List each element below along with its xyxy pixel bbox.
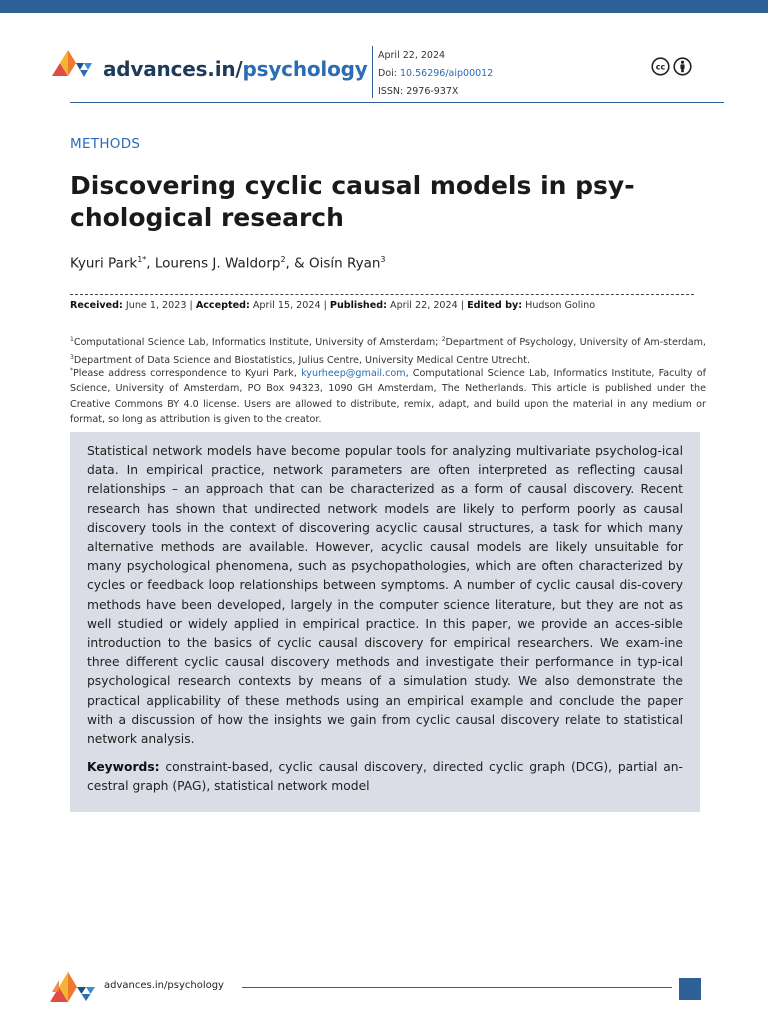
header-divider (372, 46, 373, 98)
header-rule (70, 102, 724, 103)
author-mark: 1* (137, 255, 147, 264)
correspondence-mark: * (70, 367, 73, 374)
received-date: June 1, 2023 (125, 300, 187, 311)
page-marker (679, 978, 701, 1000)
published-date: April 22, 2024 (390, 300, 458, 311)
correspondence-text: Please address correspondence to Kyuri Park, (73, 368, 302, 380)
author-list (70, 255, 386, 272)
keywords-list: constraint-based, cyclic causal discovery, directed cyclic graph (DCG), partial an-cestral graph (PAG), statistical network model (87, 760, 683, 794)
svg-text:cc: cc (655, 62, 666, 72)
accepted-label: Accepted: (195, 300, 250, 311)
cc-icon (651, 57, 670, 76)
correspondence-text: , Computational Science Lab, Informatics Institute, Faculty of Science, University of Amsterdam, PO Box 94323, 1090 GH Amsterdam, The Netherlands. This article is published under the Creative Commons BY 4.0 license. Users are allowed to distribute, remix, adapt, and build upon the material in any medium or format, so long as attribution is given to the creator. (70, 368, 706, 425)
brand-prefix: advances.in/ (103, 57, 243, 81)
affiliation-text: Computational Science Lab, Informatics Institute, University of Amsterdam; (73, 337, 442, 349)
footer-url[interactable]: advances.in/psychology (104, 980, 224, 991)
journal-brand[interactable] (103, 57, 368, 81)
author-mark: 2 (280, 255, 286, 264)
footer-logo-icon (48, 970, 100, 1006)
dates-divider (70, 294, 694, 295)
affiliation-mark: 2 (441, 336, 446, 343)
article-dates: Received: June 1, 2023 | Accepted: April 15, 2024 | Published: April 22, 2024 | Edited by: Hudson Golino (70, 300, 596, 311)
author-name[interactable]: Oisín Ryan (308, 255, 381, 272)
license-icons (651, 57, 692, 76)
footer-rule (242, 987, 672, 988)
keywords-label: Keywords: (87, 760, 160, 775)
journal-logo-icon (50, 50, 98, 82)
affiliation-mark: 1 (70, 336, 74, 343)
doi-label: Doi: (378, 68, 397, 79)
abstract-text: Statistical network models have become popular tools for analyzing multivariate psycholog-ical data. In empirical practice, network parameters are often interpreted as reflecting causal relationships – an approach that can be characterized as a form of causal discovery. Recent research has shown that undirected network models are likely to perform poorly as causal discovery tools in the context of discovering acyclic causal structures, a task for which many alternative methods are available. However, acyclic causal models are likely unsuitable for many psychological phenomena, such as psychopathologies, which are often characterized by cycles or feedback loop relationships between symptoms. A number of cyclic causal dis-covery methods have been developed, largely in the computer science literature, but they are not as well studied or widely applied in empirical practice. In this paper, we provide an acces-sible introduction to the basics of cyclic causal discovery for empirical researchers. We exam-ine three different cyclic causal discovery methods and investigate their performance in typ-ical psychological research contexts by means of a simulation study. We also demonstrate the practical applicability of these methods using an empirical example and conclude the paper with a discussion of how the insights we gain from cyclic causal discovery relate to statistical network analysis. (87, 444, 683, 747)
published-label: Published: (329, 300, 387, 311)
author-mark: 3 (380, 255, 386, 264)
abstract-box (70, 432, 700, 812)
brand-suffix: psychology (242, 57, 368, 81)
affiliation-mark: 3 (70, 354, 74, 362)
section-label: METHODS (70, 136, 141, 152)
affiliation-text: Department of Psychology, University of Am-sterdam, (445, 337, 706, 349)
author-name[interactable]: Lourens J. Waldorp (154, 255, 281, 272)
by-attribution-icon (673, 57, 692, 76)
received-label: Received: (70, 300, 123, 311)
editor-name: Hudson Golino (525, 300, 596, 311)
author-separator: , & (285, 255, 309, 272)
correspondence-note (70, 363, 706, 427)
author-separator: , (146, 255, 155, 272)
author-name[interactable]: Kyuri Park (70, 255, 138, 272)
correspondence-email-link[interactable]: kyurheep@gmail.com (301, 368, 406, 380)
publication-date: April 22, 2024 (378, 50, 446, 61)
doi-link[interactable]: 10.56296/aip00012 (400, 68, 494, 79)
publication-meta (378, 47, 493, 101)
article-title: Discovering cyclic causal models in psy-chological research (70, 171, 635, 232)
issn: ISSN: 2976-937X (378, 86, 459, 97)
affiliation-text: Department of Data Science and Biostatistics, Julius Centre, University Medical Centre Utrecht. (73, 355, 531, 367)
keywords (87, 758, 683, 796)
accepted-date: April 15, 2024 (252, 300, 321, 311)
top-accent-bar (0, 0, 768, 13)
editor-label: Edited by: (467, 300, 523, 311)
